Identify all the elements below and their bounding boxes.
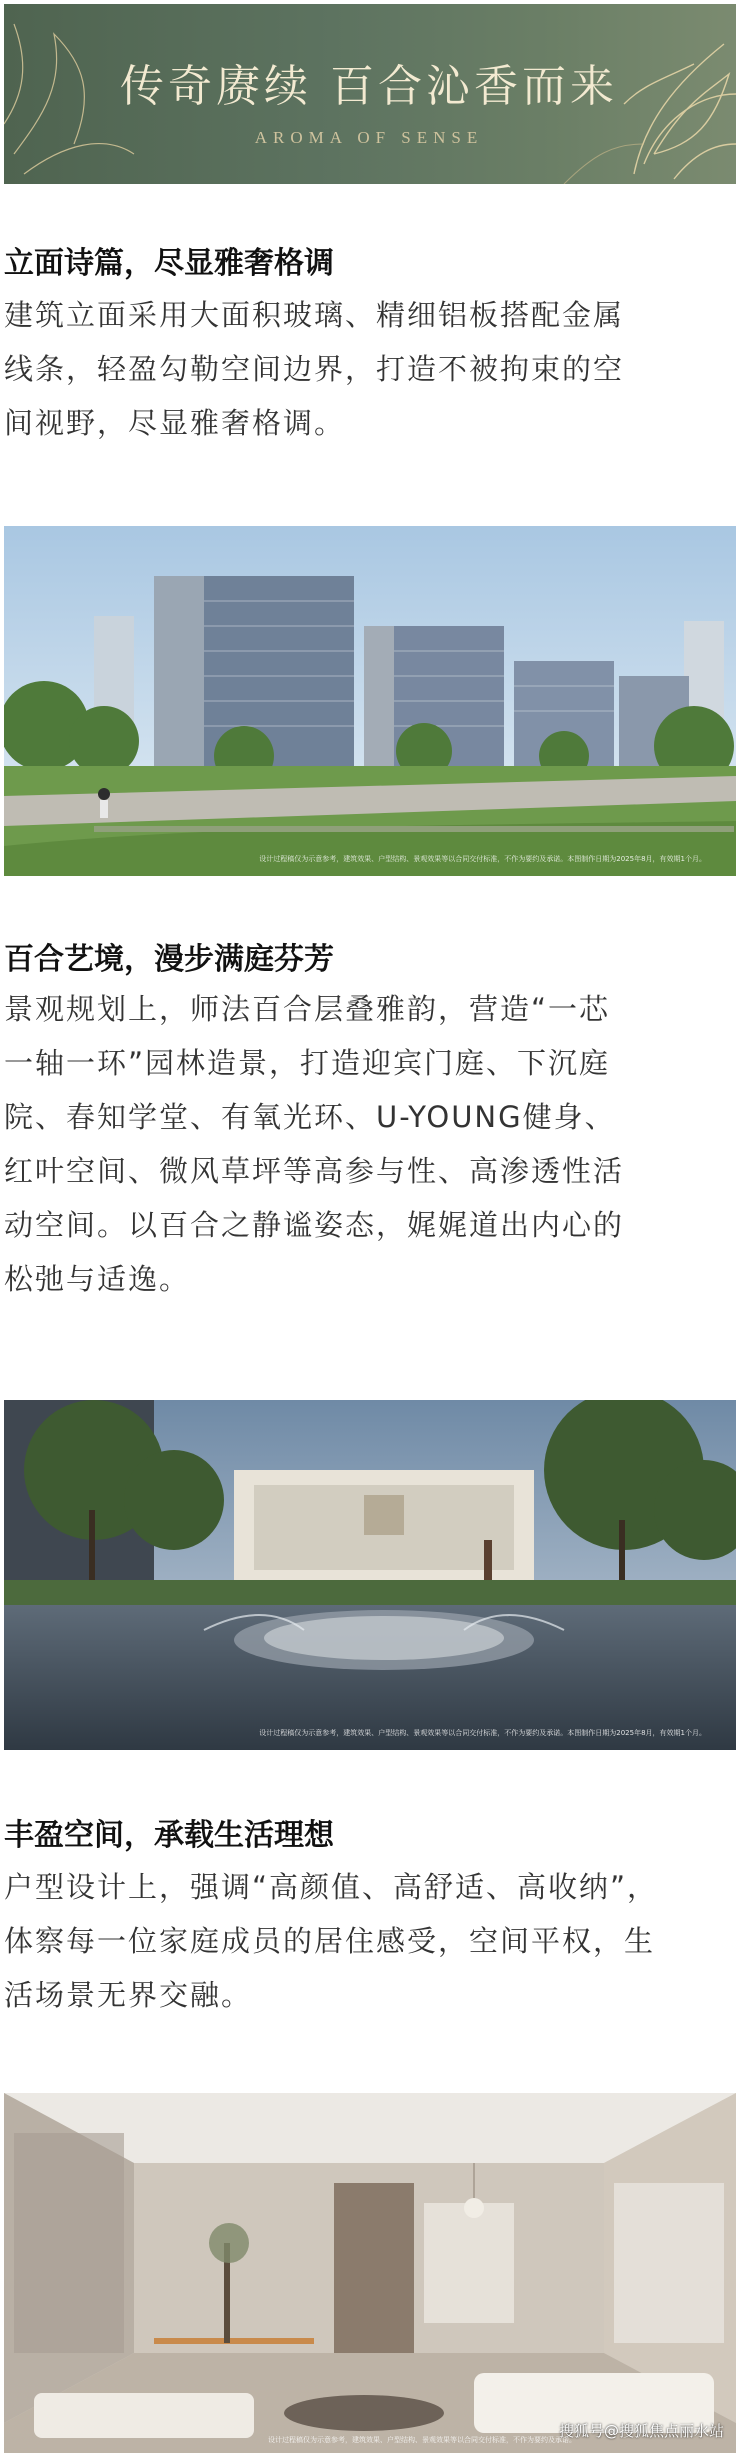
section-title-landscape: 百合艺境，漫步满庭芬芳 [4,942,334,977]
paragraph-line: 活场景无界交融。 [4,1978,253,2012]
paragraph-line: 红叶空间、微风草坪等高参与性、高渗透性活 [4,1154,625,1188]
paragraph-line: 体察每一位家庭成员的居住感受，空间平权，生 [4,1924,656,1958]
banner-title: 传奇赓续 百合沁香而来 [120,61,618,112]
paragraph-line: 线条，轻盈勾勒空间边界，打造不被拘束的空 [4,352,625,386]
photo-disclaimer: 设计过程稿仅为示意参考，建筑效果、户型结构、景观效果等以合同交付标准，不作为要约及承诺。 [268,2436,576,2444]
source-watermark: 搜狐号@搜狐焦点丽水站 [558,2422,724,2440]
section-title-space: 丰盈空间，承载生活理想 [4,1818,334,1853]
paragraph-line: 院、春知学堂、有氧光环、U-YOUNG健身、 [4,1100,616,1134]
building-exterior-photo [4,526,736,876]
header-banner [4,4,736,184]
courtyard-landscape-photo [4,1400,736,1750]
section-paragraph-facade [4,288,736,450]
paragraph-line: 间视野，尽显雅奢格调。 [4,406,346,440]
photo-disclaimer: 设计过程稿仅为示意参考，建筑效果、户型结构、景观效果等以合同交付标准，不作为要约及承诺。本图制作日期为2025年8月，有效期1个月。 [259,1729,706,1737]
section-paragraph-space [4,1860,736,2022]
section-title-facade: 立面诗篇，尽显雅奢格调 [4,246,334,281]
banner-subtitle: AROMA OF SENSE [254,128,484,147]
living-room-interior-photo [4,2093,736,2453]
photo-disclaimer: 设计过程稿仅为示意参考，建筑效果、户型结构、景观效果等以合同交付标准，不作为要约及承诺。本图制作日期为2025年8月，有效期1个月。 [259,855,706,863]
paragraph-line: 一轴一环”园林造景，打造迎宾门庭、下沉庭 [4,1046,611,1080]
paragraph-line: 动空间。以百合之静谧姿态，娓娓道出内心的 [4,1208,625,1242]
paragraph-line: 松弛与适逸。 [4,1262,191,1296]
section-paragraph-landscape [4,982,736,1306]
paragraph-line: 建筑立面采用大面积玻璃、精细铝板搭配金属 [4,298,625,332]
paragraph-line: 景观规划上，师法百合层叠雅韵，营造“一芯 [4,992,611,1026]
paragraph-line: 户型设计上，强调“高颜值、高舒适、高收纳”， [4,1870,659,1904]
